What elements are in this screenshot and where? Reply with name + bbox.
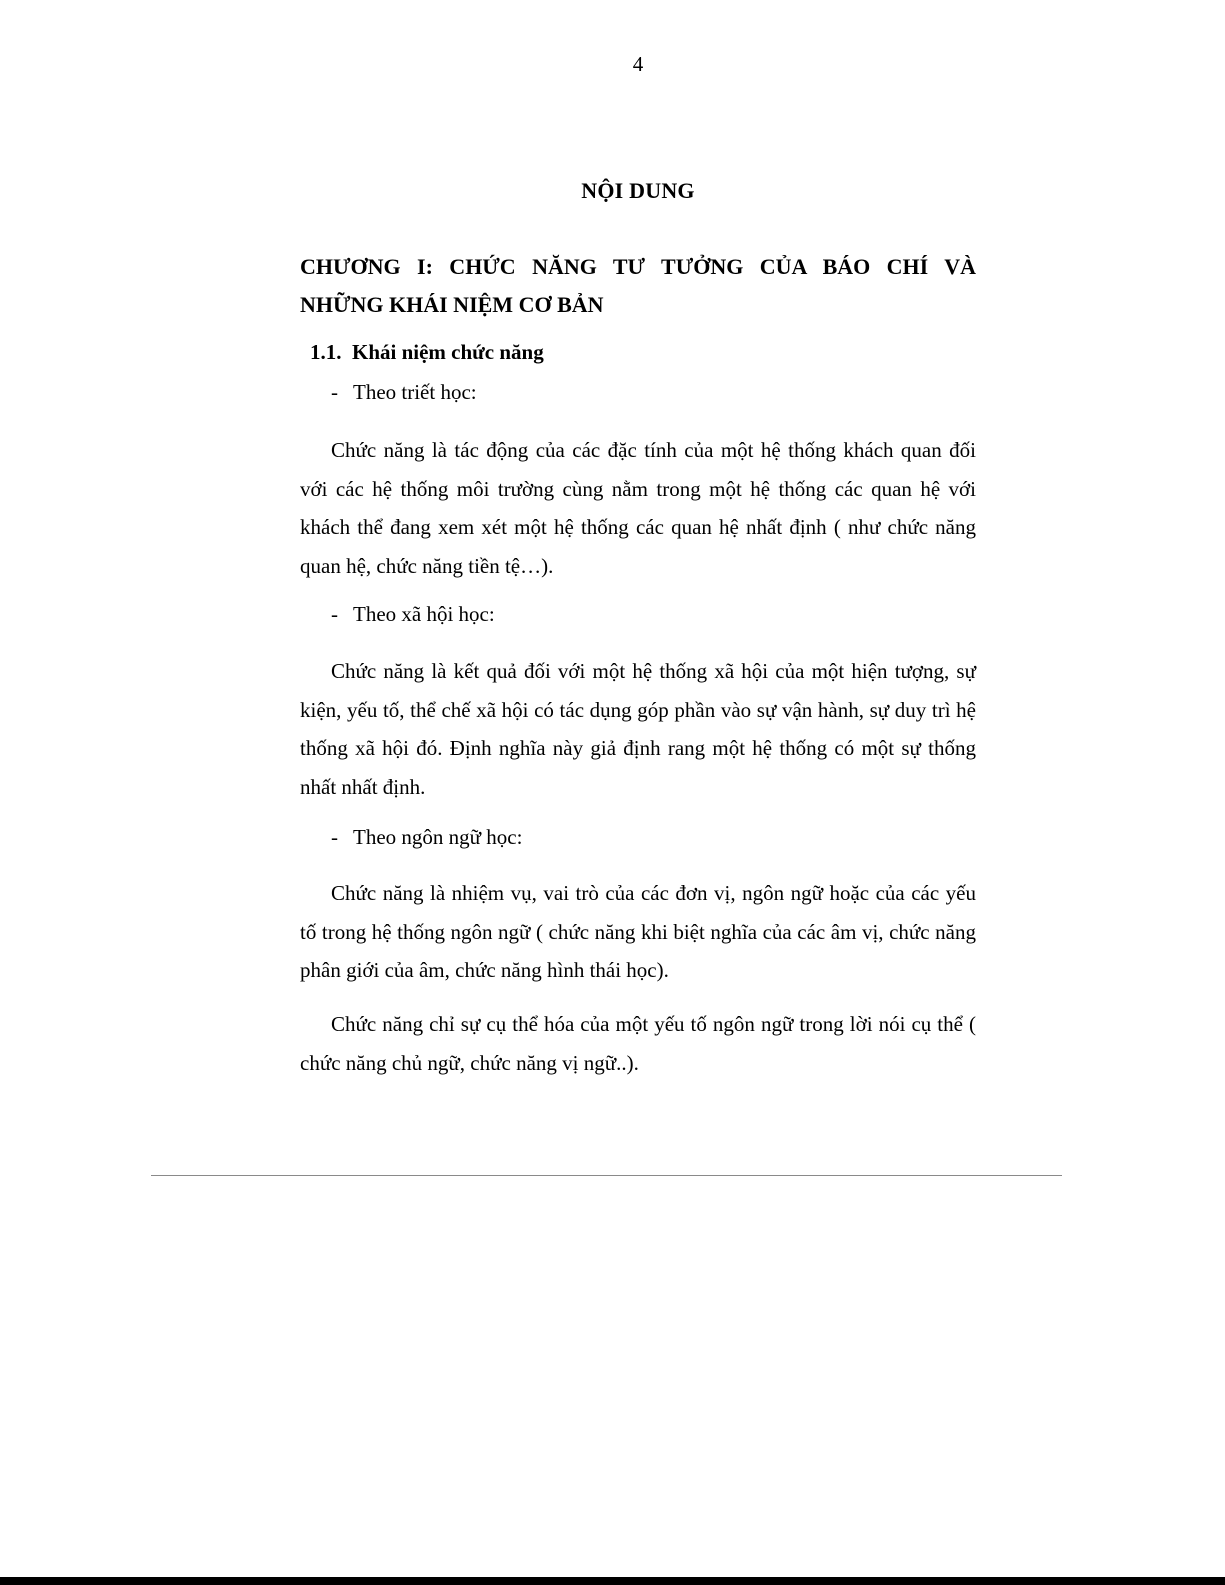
bullet-label: Theo ngôn ngữ học: bbox=[353, 825, 523, 849]
bottom-edge-bar bbox=[0, 1577, 1225, 1585]
chapter-title-line-2: NHỮNG KHÁI NIỆM CƠ BẢN bbox=[300, 292, 604, 317]
main-title: NỘI DUNG bbox=[581, 178, 695, 203]
page-number: 4 bbox=[632, 52, 644, 76]
paragraph-sociology: Chức năng là kết quả đối với một hệ thống xã hội của một hiện tượng, sự kiện, yếu tố, thể chế xã hội có tác dụng góp phần vào sự vận hành, sự duy trì hệ thống xã hội đó. Định nghĩa này giả định rang một hệ thống có một sự thống nhất nhất định. bbox=[300, 659, 976, 799]
paragraph-philosophy: Chức năng là tác động của các đặc tính của một hệ thống khách quan đối với các hệ thống môi trường cùng nằm trong một hệ thống các quan hệ với khách thể đang xem xét một hệ thống các quan hệ nhất định ( như chức năng quan hệ, chức năng tiền tệ…). bbox=[300, 438, 976, 578]
section-number: 1.1. bbox=[310, 340, 342, 364]
chapter-title-line-1: CHƯƠNG I: CHỨC NĂNG TƯ TƯỞNG CỦA BÁO CHÍ VÀ bbox=[300, 254, 976, 279]
bullet-sociology bbox=[331, 602, 495, 627]
bullet-dash: - bbox=[331, 380, 338, 404]
bullet-label: Theo triết học: bbox=[353, 380, 477, 404]
bullet-philosophy bbox=[331, 380, 477, 405]
bullet-label: Theo xã hội học: bbox=[353, 602, 495, 626]
section-title: Khái niệm chức năng bbox=[352, 340, 544, 364]
chapter-title bbox=[300, 248, 976, 324]
paragraph-linguistics-2: Chức năng chỉ sự cụ thể hóa của một yếu tố ngôn ngữ trong lời nói cụ thể ( chức năng chủ ngữ, chức năng vị ngữ..). bbox=[300, 1012, 976, 1075]
page-footer-divider bbox=[151, 1175, 1062, 1176]
bullet-dash: - bbox=[331, 825, 338, 849]
paragraph-linguistics-1: Chức năng là nhiệm vụ, vai trò của các đơn vị, ngôn ngữ hoặc của các yếu tố trong hệ thống ngôn ngữ ( chức năng khi biệt nghĩa của các âm vị, chức năng phân giới của âm, chức năng hình thái học). bbox=[300, 881, 976, 982]
bullet-dash: - bbox=[331, 602, 338, 626]
bullet-linguistics bbox=[331, 825, 522, 850]
section-heading bbox=[310, 340, 544, 365]
